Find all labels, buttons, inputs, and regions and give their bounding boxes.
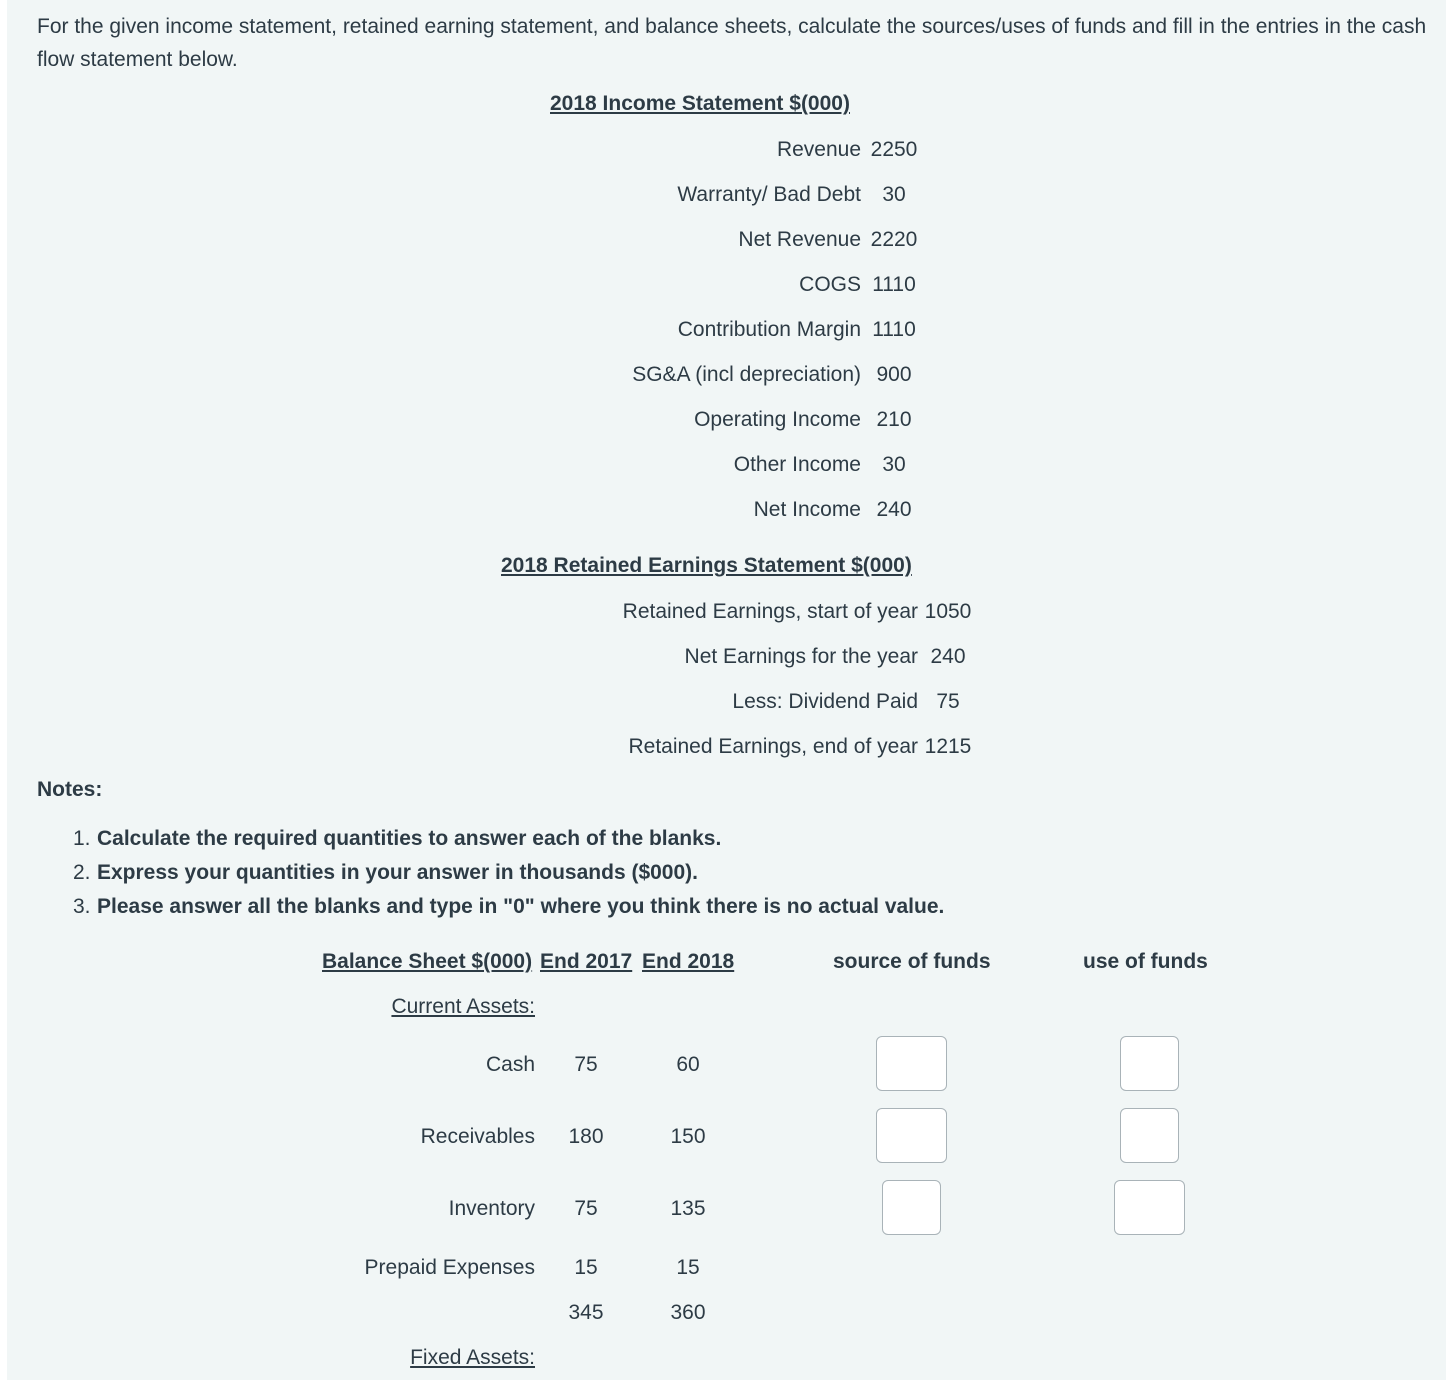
retained-earnings-title: 2018 Retained Earnings Statement $(000) [501,554,912,577]
income-row-label: SG&A (incl depreciation) [632,363,861,386]
column-header-2017: End 2017 [540,950,633,973]
income-row-label: Net Income [753,498,861,521]
balance-row-label-inventory: Inventory [448,1197,535,1220]
notes-title: Notes: [37,778,103,801]
income-row-value: 240 [876,498,912,521]
cash-source-input[interactable] [876,1036,947,1091]
cash-use-input[interactable] [1120,1036,1179,1091]
receivables-source-input[interactable] [876,1108,947,1163]
income-row-value: 1110 [872,318,916,341]
column-header-source: source of funds [833,950,991,973]
balance-row-label-receivables: Receivables [420,1125,535,1148]
income-statement-title: 2018 Income Statement $(000) [550,92,850,115]
balance-row-2017: 180 [568,1125,604,1148]
list-item-number: 1. [73,827,91,850]
retained-row-value: 1215 [924,735,972,758]
current-assets-total-2018: 360 [670,1301,706,1324]
current-assets-total-2017: 345 [568,1301,604,1324]
retained-row-value: 1050 [924,600,972,623]
retained-row-label: Less: Dividend Paid [732,690,918,713]
balance-sheet-title: Balance Sheet $(000) [322,950,533,973]
column-header-2018: End 2018 [642,950,735,973]
balance-row-2018: 135 [670,1197,706,1220]
income-row-value: 30 [882,453,906,476]
list-item-text: Calculate the required quantities to answer each of the blanks. [97,827,722,850]
question-instructions: For the given income statement, retained earning statement, and balance sheets, calculate the sources/uses of funds and fill in the entries in the cash flow statement below. [37,15,1427,71]
retained-row-value: 75 [936,690,960,713]
fixed-assets-label: Fixed Assets: [410,1346,535,1369]
list-item-number: 2. [73,861,91,884]
income-row-label: Revenue [776,138,861,161]
list-item [73,890,944,924]
retained-row-value: 240 [930,645,966,668]
income-row-label: Net Revenue [738,228,861,251]
column-header-use: use of funds [1083,950,1208,973]
balance-row-2017: 75 [574,1197,598,1220]
list-item [73,822,944,856]
current-assets-label: Current Assets: [391,995,535,1018]
list-item-text: Please answer all the blanks and type in "0" where you think there is no actual value. [97,895,945,918]
balance-row-2018: 60 [676,1053,700,1076]
income-row-label: Other Income [733,453,861,476]
income-row-value: 1110 [872,273,916,296]
list-item-text: Express your quantities in your answer in thousands ($000). [97,861,698,884]
inventory-use-input[interactable] [1114,1180,1185,1235]
income-row-value: 2220 [870,228,918,251]
notes-list [73,822,944,924]
balance-row-2018: 15 [676,1256,700,1279]
balance-row-label-prepaid: Prepaid Expenses [364,1256,535,1279]
balance-row-2017: 15 [574,1256,598,1279]
receivables-use-input[interactable] [1120,1108,1179,1163]
inventory-source-input[interactable] [882,1180,941,1235]
income-row-label: Contribution Margin [677,318,861,341]
list-item [73,856,944,890]
question-panel [7,0,1446,1380]
income-row-value: 210 [876,408,912,431]
balance-row-label-cash: Cash [485,1053,535,1076]
income-row-value: 30 [882,183,906,206]
balance-row-2018: 150 [670,1125,706,1148]
income-row-label: COGS [799,273,861,296]
income-row-label: Warranty/ Bad Debt [677,183,861,206]
income-row-value: 2250 [870,138,918,161]
retained-row-label: Retained Earnings, end of year [628,735,918,758]
list-item-number: 3. [73,895,91,918]
income-row-value: 900 [876,363,912,386]
retained-row-label: Retained Earnings, start of year [622,600,918,623]
retained-row-label: Net Earnings for the year [684,645,918,668]
income-row-label: Operating Income [694,408,861,431]
balance-row-2017: 75 [574,1053,598,1076]
